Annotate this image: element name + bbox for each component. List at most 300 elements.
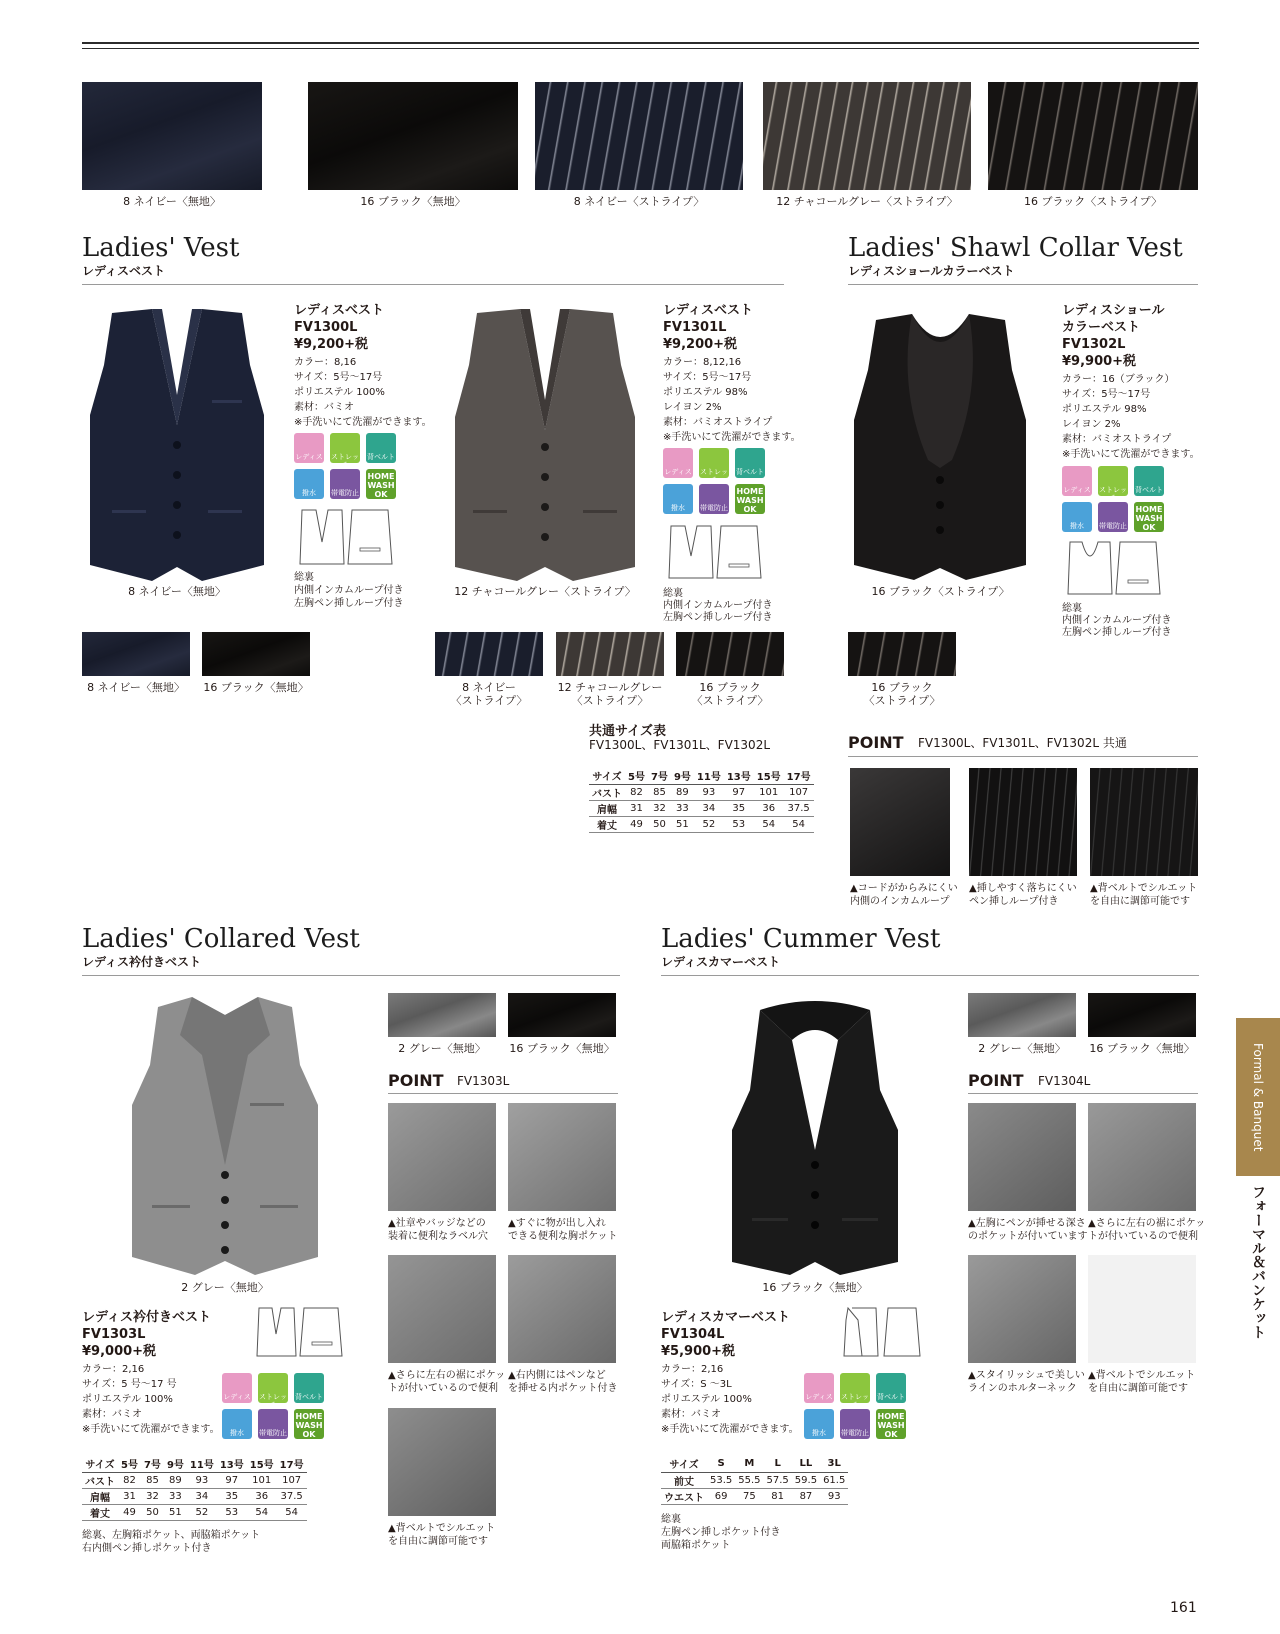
table-cell: 101	[247, 1472, 277, 1488]
section-title: Ladies' Shawl Collar Vest	[848, 233, 1183, 263]
spec-line: サイズ：5号〜17号	[1062, 389, 1151, 400]
swatch-caption: 8 ネイビー	[462, 681, 516, 694]
vest-photo-charcoal	[445, 305, 645, 585]
antistatic-icon: 帯電防止	[258, 1409, 288, 1439]
section-rule	[82, 284, 784, 285]
table-cell: 85	[648, 784, 671, 800]
antistatic-icon: 帯電防止	[1098, 502, 1128, 532]
section-subtitle: レディスショールカラーベスト	[848, 264, 1015, 278]
stretch-icon: ストレッチ	[1098, 466, 1128, 496]
table-cell: 32	[141, 1488, 164, 1504]
point-caption: トが付いているので便利	[1088, 1231, 1198, 1242]
table-header: 7号	[648, 768, 671, 784]
feature-icons	[294, 433, 404, 503]
antistatic-icon: 帯電防止	[330, 469, 360, 499]
table-cell: 35	[217, 1488, 247, 1504]
swatch-caption: 16 ブラック〈無地〉	[360, 195, 466, 208]
home-wash-text: HOME	[877, 1412, 905, 1421]
swatch-caption: 16 ブラック	[871, 681, 933, 694]
table-header: L	[764, 1456, 792, 1472]
table-cell: 34	[187, 1488, 217, 1504]
swatch-navy-plain	[82, 632, 190, 676]
table-header: 5号	[625, 768, 648, 784]
vest-photo-black-shawl	[848, 310, 1033, 585]
home-wash-text: WASH	[877, 1421, 905, 1430]
spec-line: ポリエステル 98%	[1062, 404, 1147, 415]
section-rule	[82, 975, 620, 976]
note-line: 左胸ペン挿しループ付き	[294, 598, 404, 609]
swatch-caption: 2 グレー〈無地〉	[398, 1042, 486, 1055]
table-cell: 97	[724, 784, 754, 800]
back-belt-icon: 背ベルト	[1134, 466, 1164, 496]
section-rule	[661, 975, 1199, 976]
section-title: Ladies' Vest	[82, 233, 240, 263]
swatch-black-stripe	[676, 632, 784, 676]
table-cell: 101	[754, 784, 784, 800]
ladies-icon: レディス	[804, 1373, 834, 1403]
vest-line-drawing	[665, 524, 765, 582]
table-header: 3L	[820, 1456, 848, 1472]
swatch-navy-plain	[82, 82, 262, 190]
point-caption: ▲背ベルトでシルエット	[388, 1523, 496, 1534]
table-header: S	[707, 1456, 735, 1472]
point-caption: ▲すぐに物が出し入れ	[508, 1218, 606, 1229]
ladies-icon: レディス	[222, 1373, 252, 1403]
table-cell: 89	[671, 784, 694, 800]
home-wash-icon	[366, 469, 396, 499]
spec-line: カラー：8,12,16	[663, 357, 742, 368]
point-caption: ▲左胸にペンが挿せる深さ	[968, 1218, 1086, 1229]
point-photo-hem-pocket	[388, 1255, 496, 1363]
product-name: レディスベスト	[294, 303, 384, 318]
product-name: レディスカマーベスト	[661, 1310, 790, 1325]
stretch-icon: ストレッチ	[699, 448, 729, 478]
table-cell: 49	[625, 816, 648, 832]
swatch-black-stripe	[988, 82, 1198, 190]
table-cell: 49	[118, 1504, 141, 1520]
product-price: ¥9,200+税	[663, 337, 738, 352]
swatch-navy-stripe	[435, 632, 543, 676]
vest-photo-navy	[82, 305, 272, 585]
point-photo-pen-loop	[969, 768, 1077, 876]
swatch-caption: 16 ブラック〈無地〉	[203, 681, 309, 694]
home-wash-text: HOME	[736, 487, 764, 496]
point-caption: を挿せる内ポケット付き	[508, 1383, 618, 1394]
home-wash-text: WASH	[367, 481, 395, 490]
table-header: 5号	[118, 1456, 141, 1472]
product-price: ¥5,900+税	[661, 1344, 736, 1359]
photo-caption: 16 ブラック〈ストライプ〉	[871, 585, 1010, 598]
table-header: 11号	[694, 768, 724, 784]
table-cell: 着丈	[82, 1504, 118, 1520]
photo-caption: 16 ブラック〈無地〉	[762, 1281, 868, 1294]
home-wash-text: OK	[884, 1430, 898, 1439]
point-label: POINT	[848, 733, 904, 752]
common-size-table	[589, 768, 814, 833]
point-caption: トが付いているので便利	[388, 1383, 498, 1394]
table-cell: 54	[247, 1504, 277, 1520]
table-cell: 肩幅	[589, 800, 625, 816]
note-line: 左胸ペン挿しループ付き	[1062, 627, 1172, 638]
section-subtitle: レディスカマーベスト	[661, 955, 781, 969]
table-header: LL	[792, 1456, 820, 1472]
table-cell: 52	[694, 816, 724, 832]
note-line: 内側インカムループ付き	[1062, 615, 1172, 626]
point-caption: を自由に調節可能です	[1090, 896, 1190, 907]
home-wash-text: OK	[1142, 523, 1156, 532]
product-price: ¥9,900+税	[1062, 354, 1137, 369]
point-photo-back-belt	[388, 1408, 496, 1516]
swatch-gray-plain	[388, 993, 496, 1037]
swatch-black-plain	[508, 993, 616, 1037]
home-wash-text: WASH	[736, 496, 764, 505]
point-caption: を自由に調節可能です	[388, 1536, 488, 1547]
vest-line-drawing	[1064, 540, 1164, 598]
photo-caption: 8 ネイビー〈無地〉	[128, 585, 226, 598]
spec-line: カラー：2,16	[82, 1364, 145, 1375]
common-size-title: 共通サイズ表	[589, 724, 666, 739]
table-cell: 37.5	[277, 1488, 307, 1504]
spec-line: ポリエステル 100%	[661, 1394, 752, 1405]
point-caption: ▲右内側にはペンなど	[508, 1370, 606, 1381]
water-repellent-icon: 撥水	[222, 1409, 252, 1439]
back-belt-icon: 背ベルト	[876, 1373, 906, 1403]
home-wash-text: HOME	[1135, 505, 1163, 514]
note-line: 総裏	[294, 572, 314, 583]
vest-photo-black-cummer	[720, 1000, 910, 1280]
table-header: 15号	[247, 1456, 277, 1472]
section-rule	[968, 1093, 1198, 1094]
point-codes: FV1300L、FV1301L、FV1302L 共通	[918, 736, 1127, 750]
spec-line: カラー：16（ブラック）	[1062, 374, 1175, 385]
table-cell: 31	[118, 1488, 141, 1504]
table-header: 13号	[217, 1456, 247, 1472]
stretch-icon: ストレッチ	[258, 1373, 288, 1403]
vest-line-drawing	[842, 1306, 922, 1360]
table-cell: 31	[625, 800, 648, 816]
table-header: 17号	[277, 1456, 307, 1472]
table-cell: 54	[277, 1504, 307, 1520]
product-code: FV1300L	[294, 320, 358, 335]
point-photo-chest-pocket	[508, 1103, 616, 1211]
swatch-caption: 2 グレー〈無地〉	[978, 1042, 1066, 1055]
note-line: 総裏	[661, 1514, 681, 1525]
table-cell: 57.5	[764, 1472, 792, 1488]
swatch-navy-stripe	[535, 82, 743, 190]
note-line: 総裏、左胸箱ポケット、両脇箱ポケット	[82, 1530, 261, 1541]
spec-line: 素材：バミオ	[82, 1409, 142, 1420]
table-cell: 54	[754, 816, 784, 832]
product-code: FV1304L	[661, 1327, 725, 1342]
point-caption: ペン挿しループ付き	[969, 896, 1059, 907]
water-repellent-icon: 撥水	[804, 1409, 834, 1439]
table-header: 17号	[784, 768, 814, 784]
table-cell: 36	[247, 1488, 277, 1504]
table-cell: 87	[792, 1488, 820, 1504]
point-caption: ▲背ベルトでシルエット	[1088, 1370, 1196, 1381]
section-subtitle: レディスベスト	[82, 264, 166, 278]
stretch-icon: ストレッチ	[330, 433, 360, 463]
spec-line: サイズ：5 号〜17 号	[82, 1379, 177, 1390]
table-cell: 69	[707, 1488, 735, 1504]
spec-line: レイヨン 2%	[1062, 419, 1121, 430]
home-wash-icon	[294, 1409, 324, 1439]
product-code: FV1303L	[82, 1327, 146, 1342]
point-caption: のポケットが付いています	[968, 1231, 1088, 1242]
home-wash-icon	[735, 484, 765, 514]
point-photo-incam-loop	[850, 768, 950, 876]
table-cell: 33	[164, 1488, 187, 1504]
table-cell: 85	[141, 1472, 164, 1488]
table-cell: 50	[648, 816, 671, 832]
table-cell: 32	[648, 800, 671, 816]
antistatic-icon: 帯電防止	[840, 1409, 870, 1439]
swatch-caption: 〈ストライプ〉	[691, 694, 769, 707]
table-cell: 53	[217, 1504, 247, 1520]
swatch-caption: 16 ブラック〈無地〉	[1089, 1042, 1195, 1055]
table-cell: 93	[694, 784, 724, 800]
home-wash-icon	[1134, 502, 1164, 532]
note-line: 左胸ペン挿しポケット付き	[661, 1527, 781, 1538]
table-cell: 54	[784, 816, 814, 832]
home-wash-icon	[876, 1409, 906, 1439]
note-line: 内側インカムループ付き	[663, 600, 773, 611]
table-cell: 34	[694, 800, 724, 816]
top-rule-thin	[82, 48, 1199, 49]
table-header: M	[735, 1456, 763, 1472]
point-codes: FV1303L	[457, 1074, 510, 1088]
home-wash-text: HOME	[295, 1412, 323, 1421]
note-line: 総裏	[663, 588, 683, 599]
ladies-icon: レディス	[663, 448, 693, 478]
table-cell: 82	[118, 1472, 141, 1488]
section-rule	[848, 756, 1198, 757]
product-name: レディス衿付きベスト	[82, 1310, 211, 1325]
swatch-gray-plain	[968, 993, 1076, 1037]
table-cell: 前丈	[661, 1472, 707, 1488]
table-cell: 37.5	[784, 800, 814, 816]
side-category-label: フォーマル＆バンケット	[1250, 1185, 1266, 1339]
point-caption: ▲社章やバッジなどの	[388, 1218, 486, 1229]
table-cell: ウエスト	[661, 1488, 707, 1504]
spec-line: ※手洗いにて洗濯ができます。	[82, 1424, 220, 1435]
point-photo-hem-pocket	[1088, 1103, 1196, 1211]
point-caption: 内側のインカムループ	[850, 896, 950, 907]
note-line: 内側インカムループ付き	[294, 585, 404, 596]
spec-line: レイヨン 2%	[663, 402, 722, 413]
spec-line: ポリエステル 98%	[663, 387, 748, 398]
section-rule	[848, 284, 1198, 285]
page-number: 161	[1170, 1600, 1197, 1616]
spec-line: 素材：バミオストライプ	[1062, 434, 1172, 445]
swatch-charcoal-stripe	[763, 82, 971, 190]
table-cell: 59.5	[792, 1472, 820, 1488]
top-rule	[82, 42, 1199, 44]
point-photo-inner-pocket	[508, 1255, 616, 1363]
swatch-caption: 12 チャコールグレー	[557, 681, 663, 694]
table-cell: 93	[820, 1488, 848, 1504]
table-header: サイズ	[589, 768, 625, 784]
product-code: FV1302L	[1062, 337, 1126, 352]
table-cell: 52	[187, 1504, 217, 1520]
swatch-black-stripe	[848, 632, 956, 676]
point-caption: ▲挿しやすく落ちにくい	[969, 883, 1077, 894]
spec-line: 素材：バミオ	[294, 402, 354, 413]
table-cell: 着丈	[589, 816, 625, 832]
point-photo-pen-pocket	[968, 1103, 1076, 1211]
vest-line-drawing	[296, 508, 396, 568]
ladies-icon: レディス	[1062, 466, 1092, 496]
spec-line: カラー：2,16	[661, 1364, 724, 1375]
spec-line: ポリエステル 100%	[294, 387, 385, 398]
photo-caption: 2 グレー〈無地〉	[181, 1281, 269, 1294]
point-label: POINT	[968, 1071, 1024, 1090]
swatch-black-plain	[308, 82, 518, 190]
home-wash-text: HOME	[367, 472, 395, 481]
table-cell: バスト	[589, 784, 625, 800]
section-rule	[388, 1093, 618, 1094]
water-repellent-icon: 撥水	[294, 469, 324, 499]
table-cell: バスト	[82, 1472, 118, 1488]
size-table	[82, 1456, 307, 1521]
table-header: 9号	[671, 768, 694, 784]
note-line: 左胸ペン挿しループ付き	[663, 612, 773, 623]
swatch-caption: 8 ネイビー〈無地〉	[87, 681, 185, 694]
product-price: ¥9,000+税	[82, 1344, 157, 1359]
home-wash-text: WASH	[1135, 514, 1163, 523]
point-caption: ▲スタイリッシュで美しい	[968, 1370, 1085, 1381]
spec-line: ※手洗いにて洗濯ができます。	[661, 1424, 799, 1435]
table-header: 9号	[164, 1456, 187, 1472]
point-caption: ▲さらに左右の裾にポケッ	[388, 1370, 506, 1381]
table-cell: 36	[754, 800, 784, 816]
table-cell: 50	[141, 1504, 164, 1520]
table-header: 11号	[187, 1456, 217, 1472]
home-wash-text: WASH	[295, 1421, 323, 1430]
point-label: POINT	[388, 1071, 444, 1090]
spec-line: カラー：8,16	[294, 357, 357, 368]
table-cell: 35	[724, 800, 754, 816]
feature-icons	[1062, 466, 1172, 536]
product-name: レディスベスト	[663, 303, 753, 318]
table-cell: 97	[217, 1472, 247, 1488]
note-line: 右内側ペン挿しポケット付き	[82, 1543, 212, 1554]
table-cell: 107	[784, 784, 814, 800]
table-cell: 75	[735, 1488, 763, 1504]
point-photo-back-belt	[1090, 768, 1198, 876]
stretch-icon: ストレッチ	[840, 1373, 870, 1403]
swatch-caption: 8 ネイビー〈ストライプ〉	[573, 195, 705, 208]
table-cell: 53.5	[707, 1472, 735, 1488]
spec-line: サイズ：5号〜17号	[294, 372, 383, 383]
home-wash-text: OK	[374, 490, 388, 499]
table-cell: 89	[164, 1472, 187, 1488]
point-photo-lapel	[388, 1103, 496, 1211]
table-header: 13号	[724, 768, 754, 784]
spec-line: 素材：バミオ	[661, 1409, 721, 1420]
swatch-black-plain	[1088, 993, 1196, 1037]
feature-icons	[804, 1373, 914, 1443]
table-cell: 81	[764, 1488, 792, 1504]
vest-photo-gray-collared	[120, 995, 330, 1280]
note-line: 総裏	[1062, 603, 1082, 614]
back-belt-icon: 背ベルト	[735, 448, 765, 478]
photo-caption: 12 チャコールグレー〈ストライプ〉	[454, 585, 636, 598]
home-wash-text: OK	[743, 505, 757, 514]
product-name: レディスショール	[1062, 303, 1165, 318]
back-belt-icon: 背ベルト	[294, 1373, 324, 1403]
note-line: 両脇箱ポケット	[661, 1540, 731, 1551]
swatch-caption: 16 ブラック〈無地〉	[509, 1042, 615, 1055]
swatch-caption: 〈ストライプ〉	[450, 694, 528, 707]
water-repellent-icon: 撥水	[1062, 502, 1092, 532]
section-title: Ladies' Collared Vest	[82, 924, 360, 954]
water-repellent-icon: 撥水	[663, 484, 693, 514]
spec-line: ※手洗いにて洗濯ができます。	[1062, 449, 1200, 460]
antistatic-icon: 帯電防止	[699, 484, 729, 514]
table-header: サイズ	[82, 1456, 118, 1472]
point-caption: ▲背ベルトでシルエット	[1090, 883, 1198, 894]
table-cell: 55.5	[735, 1472, 763, 1488]
point-caption: できる便利な胸ポケット	[508, 1231, 618, 1242]
table-cell: 82	[625, 784, 648, 800]
size-table	[661, 1456, 848, 1505]
back-belt-icon: 背ベルト	[366, 433, 396, 463]
point-photo-back-belt	[1088, 1255, 1196, 1363]
table-cell: 33	[671, 800, 694, 816]
home-wash-text: OK	[302, 1430, 316, 1439]
point-codes: FV1304L	[1038, 1074, 1091, 1088]
swatch-caption: 16 ブラック〈ストライプ〉	[1024, 195, 1162, 208]
swatch-caption: 8 ネイビー〈無地〉	[123, 195, 221, 208]
feature-icons	[663, 448, 773, 518]
feature-icons	[222, 1373, 332, 1443]
swatch-caption: 〈ストライプ〉	[863, 694, 941, 707]
spec-line: ※手洗いにて洗濯ができます。	[294, 417, 432, 428]
table-cell: 107	[277, 1472, 307, 1488]
section-title: Ladies' Cummer Vest	[661, 924, 941, 954]
ladies-icon: レディス	[294, 433, 324, 463]
point-photo-halter-neck	[968, 1255, 1076, 1363]
point-caption: ▲コードがからみにくい	[850, 883, 958, 894]
swatch-caption: 〈ストライプ〉	[571, 694, 649, 707]
table-header: 7号	[141, 1456, 164, 1472]
point-caption: ラインのホルターネック	[968, 1383, 1077, 1394]
common-size-codes: FV1300L、FV1301L、FV1302L	[589, 738, 771, 752]
point-caption: ▲さらに左右の裾にポケッ	[1088, 1218, 1206, 1229]
table-cell: 51	[164, 1504, 187, 1520]
spec-line: ※手洗いにて洗濯ができます。	[663, 432, 801, 443]
spec-line: 素材：バミオストライプ	[663, 417, 773, 428]
table-header: 15号	[754, 768, 784, 784]
point-caption: 装着に便利なラベル穴	[388, 1231, 488, 1242]
section-subtitle: レディス衿付きベスト	[82, 955, 202, 969]
table-cell: 51	[671, 816, 694, 832]
table-cell: 肩幅	[82, 1488, 118, 1504]
table-cell: 61.5	[820, 1472, 848, 1488]
product-price: ¥9,200+税	[294, 337, 369, 352]
vest-line-drawing	[254, 1306, 344, 1360]
table-cell: 93	[187, 1472, 217, 1488]
spec-line: サイズ：S 〜3L	[661, 1379, 732, 1390]
spec-line: サイズ：5号〜17号	[663, 372, 752, 383]
product-name: カラーベスト	[1062, 320, 1141, 335]
swatch-caption: 12 チャコールグレー〈ストライプ〉	[776, 195, 958, 208]
table-cell: 53	[724, 816, 754, 832]
swatch-caption: 16 ブラック	[699, 681, 761, 694]
side-tab-label: Formal & Banquet	[1251, 1042, 1265, 1152]
swatch-black-plain	[202, 632, 310, 676]
